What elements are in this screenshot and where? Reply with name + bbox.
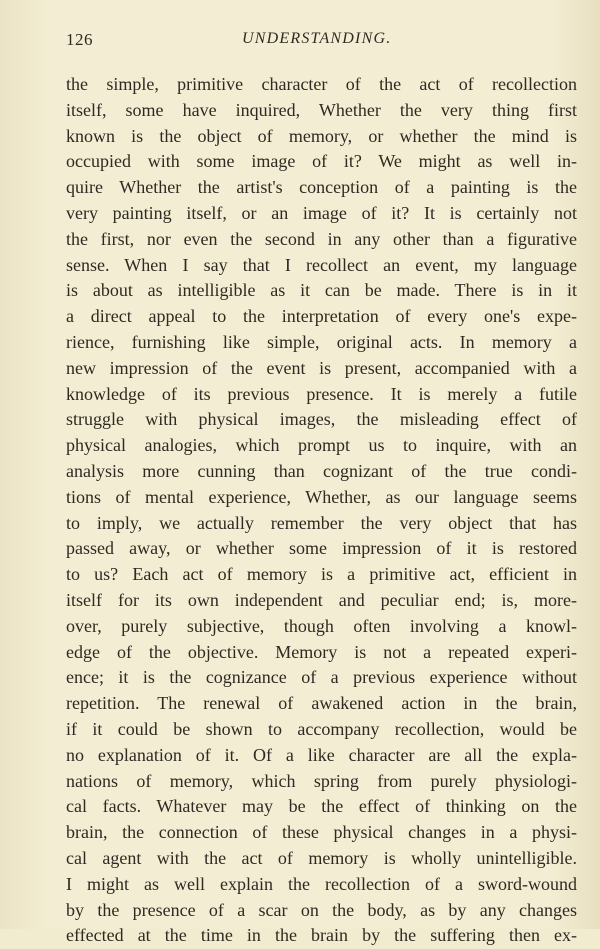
text-line: nations of memory, which spring from purely physiologi- (66, 770, 577, 791)
text-line: a direct appeal to the interpretation of every one's expe- (66, 306, 577, 327)
text-line: is about as intelligible as it can be made. There is in it (66, 280, 577, 301)
text-line: analysis more cunning than cognizant of the true condi- (66, 460, 577, 481)
text-line: edge of the objective. Memory is not a repeated experi- (66, 641, 577, 662)
text-line: known is the object of memory, or whether the mind is (66, 125, 577, 146)
text-line: to us? Each act of memory is a primitive act, efficient in (66, 564, 577, 585)
text-line: the simple, primitive character of the act of recollection (66, 74, 577, 94)
text-line: rience, furnishing like simple, original acts. In memory a (66, 331, 577, 352)
body-text (66, 72, 577, 949)
text-line: effected at the time in the brain by the suffering then ex- (66, 925, 577, 946)
text-line: if it could be shown to accompany recollection, would be (66, 718, 577, 739)
text-line: ence; it is the cognizance of a previous experience without (66, 667, 577, 688)
text-line: by the presence of a scar on the body, as by any changes (66, 899, 577, 920)
text-line: new impression of the event is present, accompanied with a (66, 357, 577, 378)
text-line: repetition. The renewal of awakened action in the brain, (66, 693, 577, 714)
text-line: cal facts. Whatever may be the effect of thinking on the (66, 796, 577, 817)
running-title: UNDERSTANDING. (242, 30, 392, 47)
text-line: knowledge of its previous presence. It is merely a futile (66, 383, 577, 404)
text-line: over, purely subjective, though often involving a knowl- (66, 615, 577, 636)
text-line: quire Whether the artist's conception of a painting is the (66, 177, 577, 198)
text-line: tions of mental experience, Whether, as our language seems (66, 486, 577, 507)
page-number: 126 (66, 30, 93, 49)
text-line: struggle with physical images, the misleading effect of (66, 409, 577, 430)
text-line: I might as well explain the recollection of a sword-wound (66, 873, 577, 894)
text-line: physical analogies, which prompt us to inquire, with an (66, 435, 577, 456)
text-line: the first, nor even the second in any other than a figurative (66, 228, 577, 249)
text-line: cal agent with the act of memory is wholly unintelligible. (66, 847, 577, 868)
text-line: itself, some have inquired, Whether the very thing first (66, 99, 577, 120)
text-line: occupied with some image of it? We might as well in- (66, 151, 577, 172)
text-line: brain, the connection of these physical changes in a physi- (66, 822, 577, 843)
text-line: to imply, we actually remember the very object that has (66, 512, 577, 533)
page-header (66, 30, 576, 54)
text-line: itself for its own independent and peculiar end; is, more- (66, 589, 577, 610)
text-line: no explanation of it. Of a like character are all the expla- (66, 744, 577, 765)
text-line: passed away, or whether some impression of it is restored (66, 538, 577, 559)
text-line: very painting itself, or an image of it? It is certainly not (66, 202, 577, 223)
text-line: sense. When I say that I recollect an event, my language (66, 254, 577, 275)
